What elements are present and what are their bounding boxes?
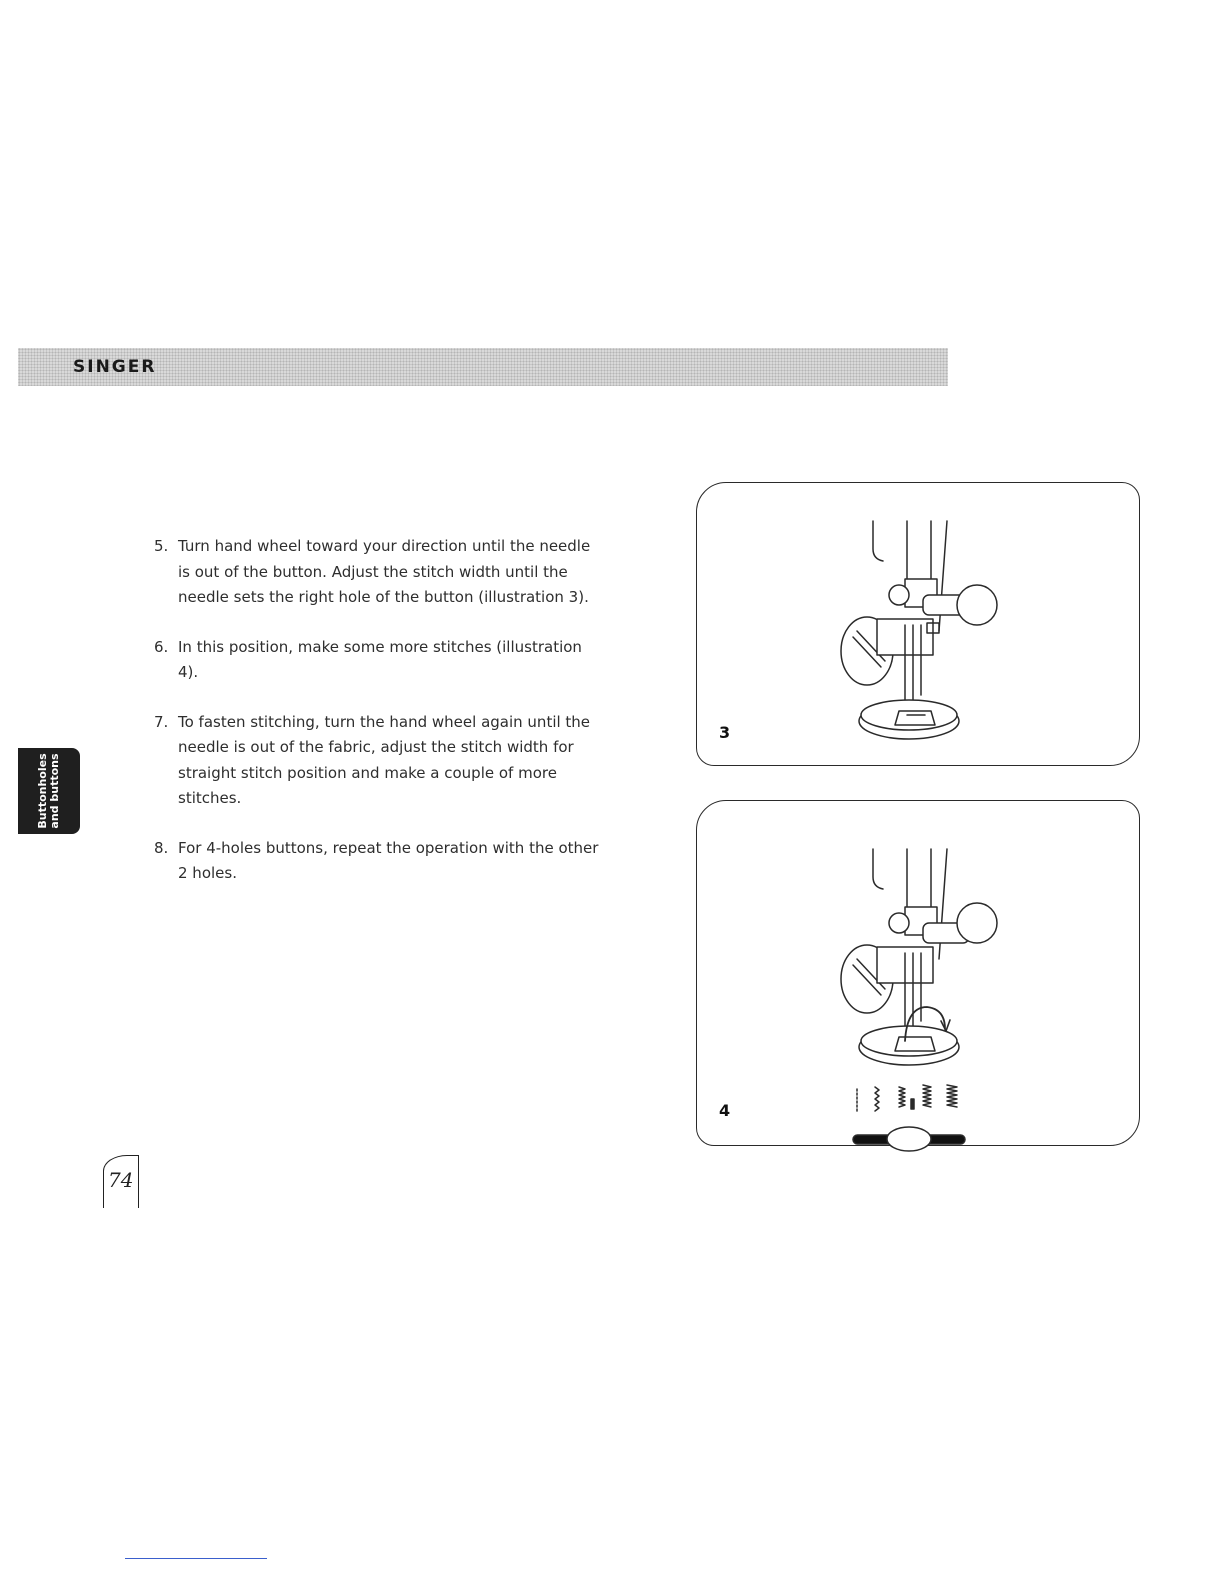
section-tab-line-2: and buttons: [48, 753, 61, 829]
illustration-label: 3: [719, 723, 731, 742]
header-band: [18, 348, 948, 386]
section-tab-label: [37, 753, 61, 828]
presser-foot-illustration: [827, 511, 1007, 751]
section-tab: [18, 748, 80, 834]
step-7: [154, 710, 602, 812]
footer-divider: [125, 1558, 267, 1559]
step-text: For 4-holes buttons, repeat the operation with the other 2 holes.: [178, 838, 599, 882]
page-number-frame: [103, 1155, 139, 1208]
step-6: [154, 635, 602, 686]
step-number: 8.: [154, 838, 169, 857]
presser-foot-illustration: [827, 829, 1007, 1159]
step-8: [154, 836, 602, 887]
illustration-label: 4: [719, 1101, 731, 1120]
step-5: [154, 534, 602, 611]
step-number: 5.: [154, 537, 169, 555]
step-text: Turn hand wheel toward your direction until the needle is out of the button. Adjust the stitch width until the needle sets the right hole of the button (illustration 3).: [178, 537, 591, 606]
step-text: In this position, make some more stitches (illustration 4).: [178, 637, 582, 681]
illustration-4-panel: [696, 800, 1140, 1146]
instruction-steps: [154, 534, 602, 911]
step-number: 7.: [154, 712, 169, 731]
step-text: To fasten stitching, turn the hand wheel again until the needle is out of the fabric, adjust the stitch width for straight stitch position and make a couple of more stitches.: [178, 712, 591, 807]
page-number: 74: [108, 1168, 134, 1192]
step-number: 6.: [154, 637, 169, 656]
illustration-3-panel: [696, 482, 1140, 766]
brand-logo: SINGER: [73, 357, 157, 377]
section-tab-line-1: Buttonholes: [36, 753, 49, 829]
